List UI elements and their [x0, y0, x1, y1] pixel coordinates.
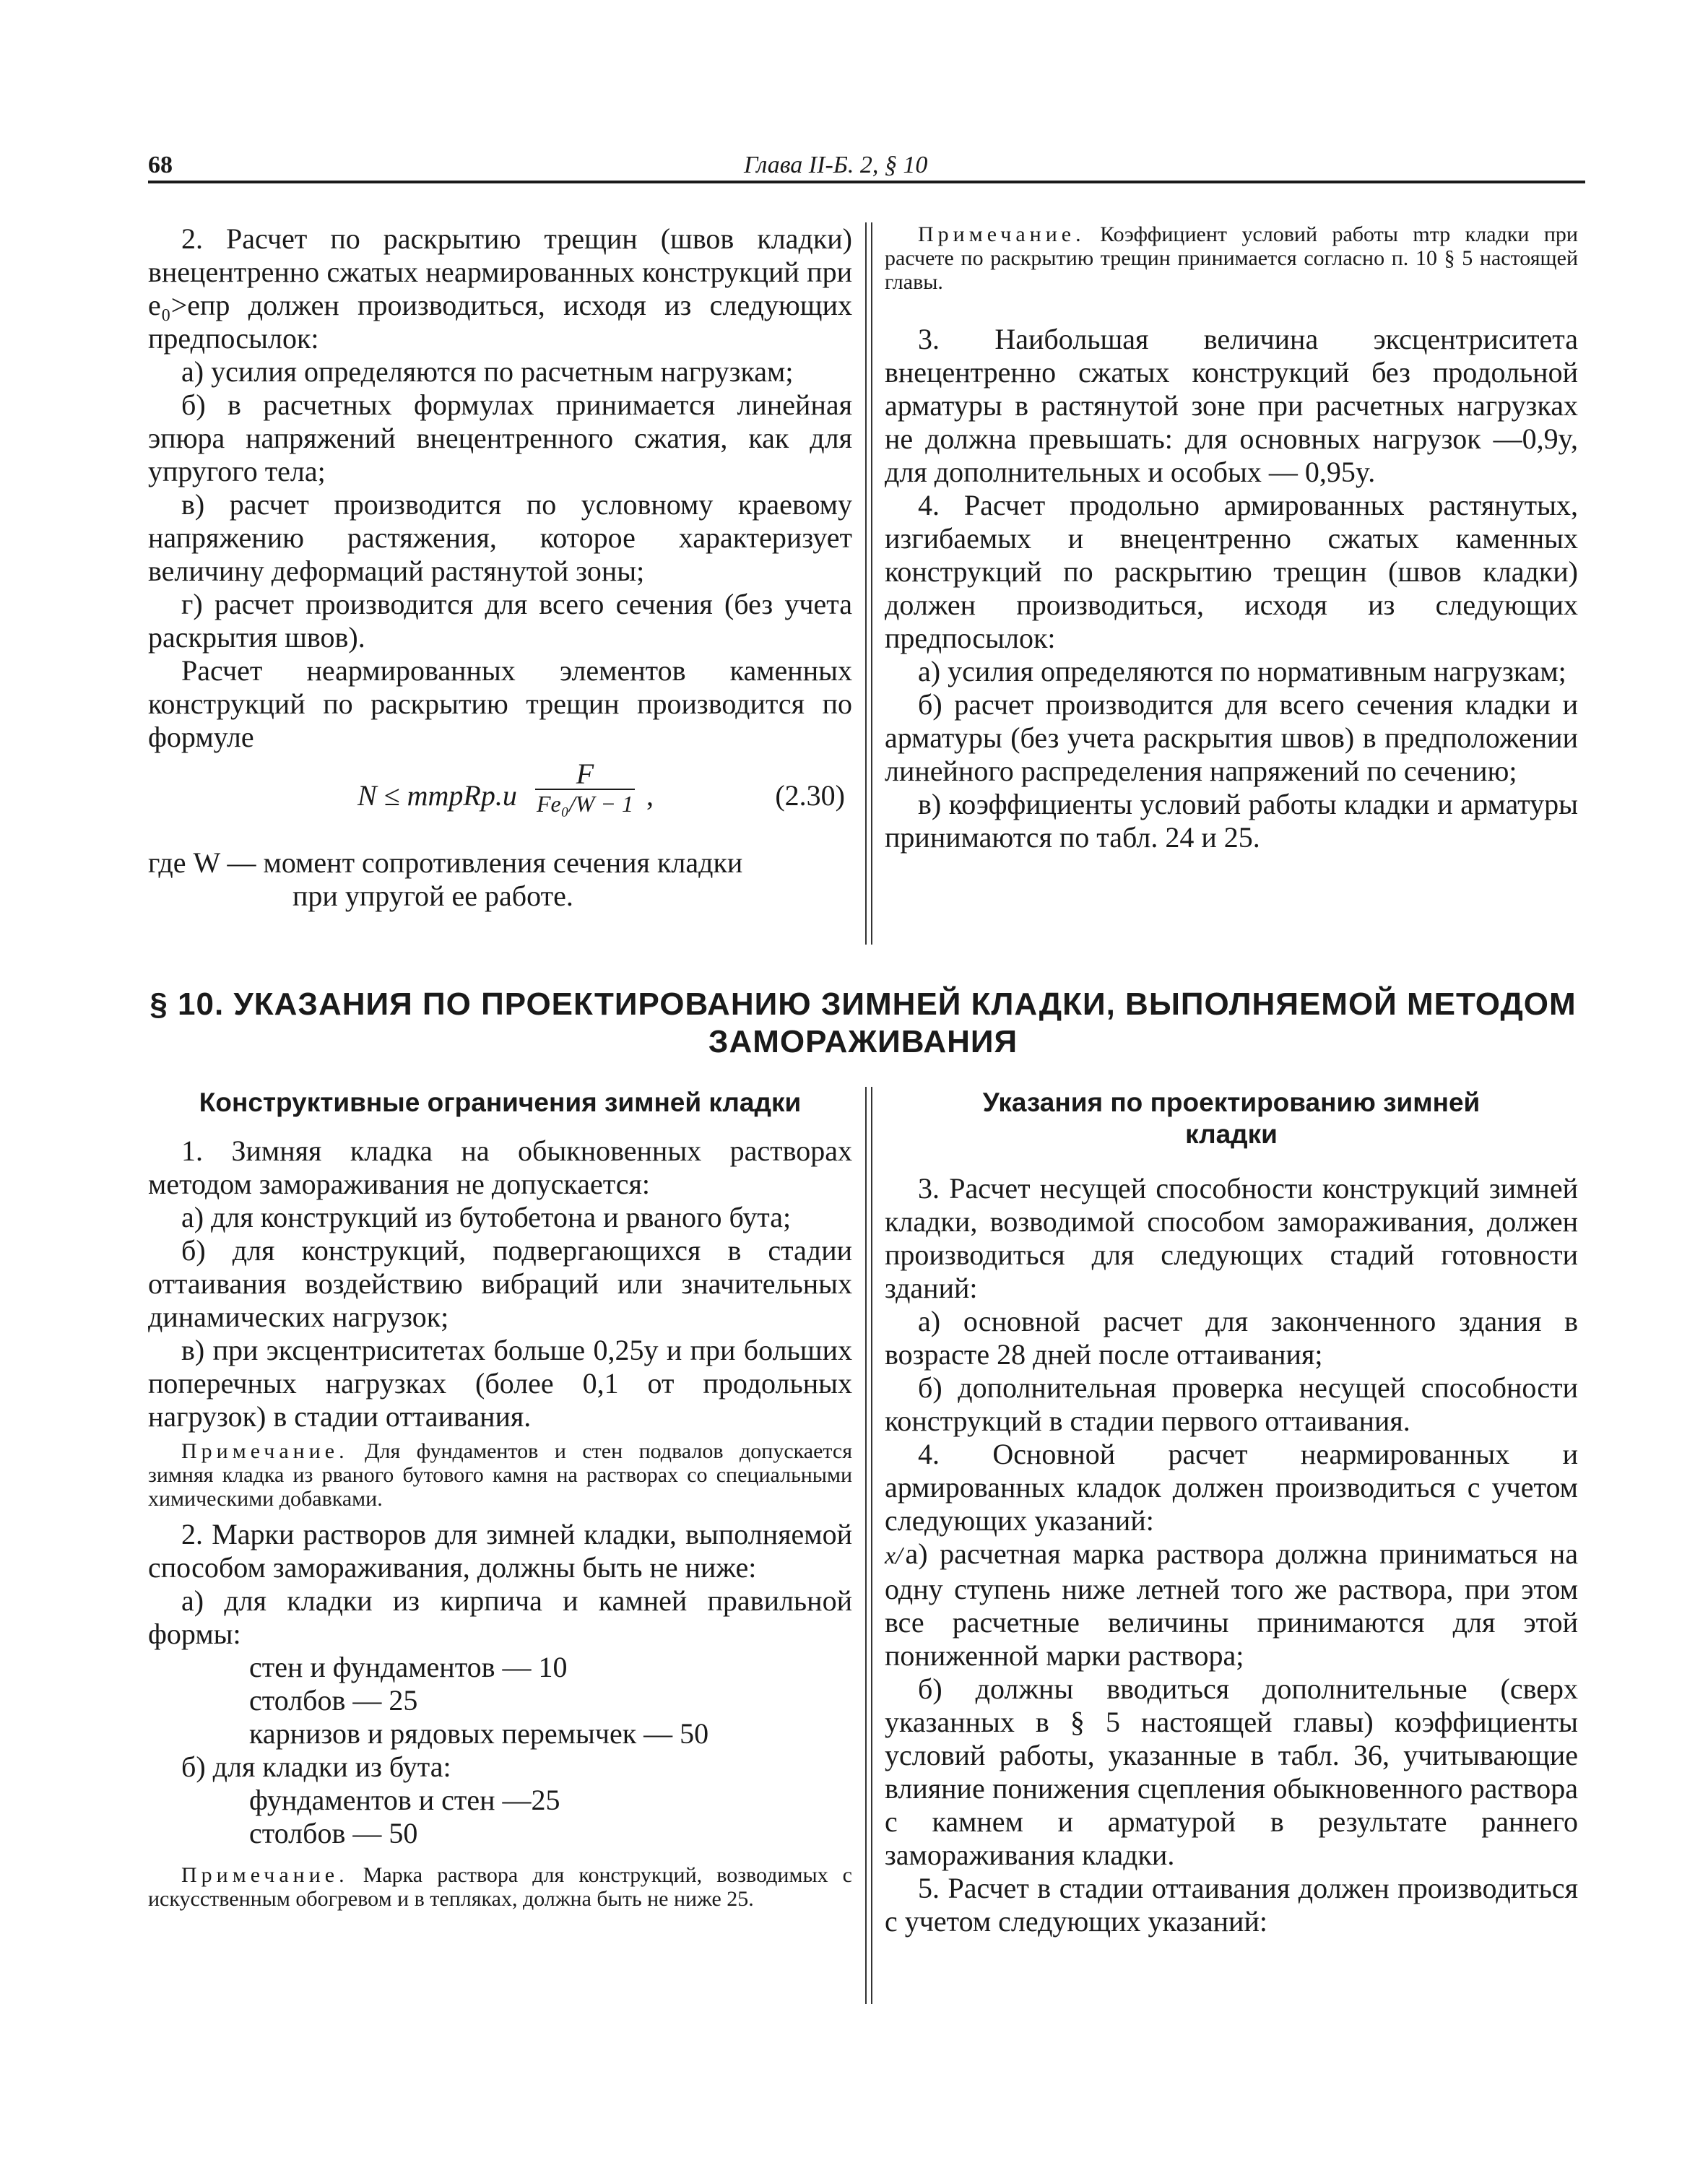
column-divider-top — [865, 222, 872, 945]
top-right-column — [885, 222, 1578, 854]
item-b: б) для конструкций, подвергающихся в стадии оттаивания воздействию вибраций или значительных динамических нагрузок; — [148, 1234, 852, 1333]
formula-numerator: F — [576, 758, 594, 790]
paragraph-3: 3. Расчет несущей способности конструкций зимней кладки, возводимой способом замораживания, должен производиться для следующих стадий готовности зданий: — [885, 1172, 1578, 1304]
paragraph-4: 4. Расчет продольно армированных растянутых, изгибаемых и внецентренно сжатых каменных конструкций по раскрытию трещин (швов кладки) должен производиться, исходя из следующих предпосылок: — [885, 489, 1578, 654]
item-v: в) коэффициенты условий работы кладки и арматуры принимаются по табл. 24 и 25. — [885, 788, 1578, 854]
item-b: б) дополнительная проверка несущей способности конструкций в стадии первого оттаивания. — [885, 1371, 1578, 1437]
formula-number: (2.30) — [775, 779, 845, 812]
paragraph-2: 2. Расчет по раскрытию трещин (швов кладки) внецентренно сжатых неармированных конструкций при e₀>eпр должен производиться, исходя из следующих предпосылок: — [148, 222, 852, 355]
formula-comma: , — [646, 779, 654, 812]
item-b: б) в расчетных формулах принимается линейная эпюра напряжений внецентренного сжатия, как для упругого тела; — [148, 389, 852, 487]
note-coefficient — [885, 222, 1578, 294]
item-b: б) для кладки из бута: — [181, 1750, 451, 1783]
top-left-column — [148, 222, 852, 913]
item-a: а) усилия определяются по расчетным нагрузкам; — [181, 355, 794, 388]
bottom-right-column — [885, 1087, 1578, 1938]
note-label: Примечание. — [181, 1863, 349, 1887]
note-mortar — [148, 1863, 852, 1911]
note-label: Примечание. — [181, 1439, 349, 1463]
item-v: в) расчет производится по условному краевому напряжению растяжения, которое характеризует величину деформаций растянутой зоны; — [148, 488, 852, 587]
item-b: б) расчет производится для всего сечения кладки и арматуры (без учета раскрытия швов) в предположении линейного распределения напряжений по сечению; — [885, 688, 1578, 787]
bottom-left-column — [148, 1087, 852, 1918]
item-a: а) для кладки из кирпича и камней правильной формы: — [148, 1584, 852, 1650]
note-foundations — [148, 1439, 852, 1511]
subsection-title: Конструктивные ограничения зимней кладки — [199, 1088, 802, 1117]
item-g: г) расчет производится для всего сечения (без учета раскрытия швов). — [148, 588, 852, 654]
formula-denominator: Fe₀/W − 1 — [536, 791, 633, 817]
grade-walls: стен и фундаментов — 10 — [249, 1651, 568, 1683]
note-text: Коэффициент условий работы mтр кладки при расчете по раскрытию трещин принимается согласно п. 10 § 5 настоящей главы. — [885, 222, 1578, 294]
handwritten-mark: х/ — [885, 1543, 903, 1569]
page-number: 68 — [148, 152, 173, 178]
paragraph-1: 1. Зимняя кладка на обыкновенных растворах методом замораживания не допускается: — [148, 1134, 852, 1200]
formula-fraction — [531, 757, 639, 817]
item-b: б) должны вводиться дополнительные (сверх указанных в § 5 настоящей главы) коэффициенты условий работы, указанные в табл. 36, учитывающие влияние понижения сцепления обыкновенного раствора с камнем и арматурой в результате раннего замораживания кладки. — [885, 1672, 1578, 1871]
formula-2-30 — [148, 757, 852, 842]
item-a: а) для конструкций из бутобетона и рваного бута; — [181, 1201, 792, 1233]
section-title — [148, 986, 1578, 1061]
subsection-title: Указания по проектированию зимней кладки — [982, 1088, 1481, 1149]
formula-intro: Расчет неармированных элементов каменных конструкций по раскрытию трещин производится по формуле — [148, 654, 852, 753]
chapter-heading: Глава II-Б. 2, § 10 — [744, 152, 928, 178]
item-a-text: а) расчетная марка раствора должна приниматься на одну ступень ниже летней того же раствора, при этом все расчетные величины принимаются для этой пониженной марки раствора; — [885, 1537, 1578, 1672]
note-label: Примечание. — [918, 222, 1085, 246]
item-a: а) усилия определяются по нормативным нагрузкам; — [918, 655, 1566, 687]
paragraph-4: 4. Основной расчет неармированных и армированных кладок должен производиться с учетом следующих указаний: — [885, 1438, 1578, 1537]
formula-lhs: N ≤ mтрRр.и — [357, 779, 517, 812]
paragraph-2: 2. Марки растворов для зимней кладки, выполняемой способом замораживания, должны быть не ниже: — [148, 1518, 852, 1584]
header-rule — [148, 181, 1585, 183]
note-text: Марка раствора для конструкций, возводимых с искусственным обогревом и в тепляках, должна быть не ниже 25. — [148, 1863, 852, 1911]
item-a: а) основной расчет для законченного здания в возрасте 28 дней после оттаивания; — [885, 1305, 1578, 1371]
where-line-2: при упругой ее работе. — [292, 880, 573, 912]
grade-rubble-walls: фундаментов и стен —25 — [249, 1784, 560, 1816]
grade-columns: столбов — 25 — [249, 1684, 418, 1717]
section-title-line-2: ЗАМОРАЖИВАНИЯ — [708, 1024, 1018, 1059]
paragraph-5: 5. Расчет в стадии оттаивания должен производиться с учетом следующих указаний: — [885, 1872, 1578, 1938]
note-text: Для фундаментов и стен подвалов допускается зимняя кладка из рваного бутового камня на растворах со специальными химическими добавками. — [148, 1439, 852, 1511]
item-a-annotated — [885, 1537, 1578, 1672]
section-title-line-1: § 10. УКАЗАНИЯ ПО ПРОЕКТИРОВАНИЮ ЗИМНЕЙ КЛАДКИ, ВЫПОЛНЯЕМОЙ МЕТОДОМ — [149, 986, 1577, 1022]
where-line-1: где W — момент сопротивления сечения кладки — [148, 846, 743, 879]
grade-rubble-columns: столбов — 50 — [249, 1817, 418, 1849]
column-divider-bottom — [865, 1087, 872, 2004]
item-v: в) при эксцентриситетах больше 0,25y и при больших поперечных нагрузках (более 0,1 от продольных нагрузок) в стадии оттаивания. — [148, 1334, 852, 1433]
paragraph-3: 3. Наибольшая величина эксцентриситета внецентренно сжатых конструкций без продольной арматуры в растянутой зоне при расчетных нагрузках не должна превышать: для основных нагрузок —0,9y, для дополнительных и особых — 0,95y. — [885, 323, 1578, 488]
grade-cornices: карнизов и рядовых перемычек — 50 — [249, 1717, 709, 1750]
